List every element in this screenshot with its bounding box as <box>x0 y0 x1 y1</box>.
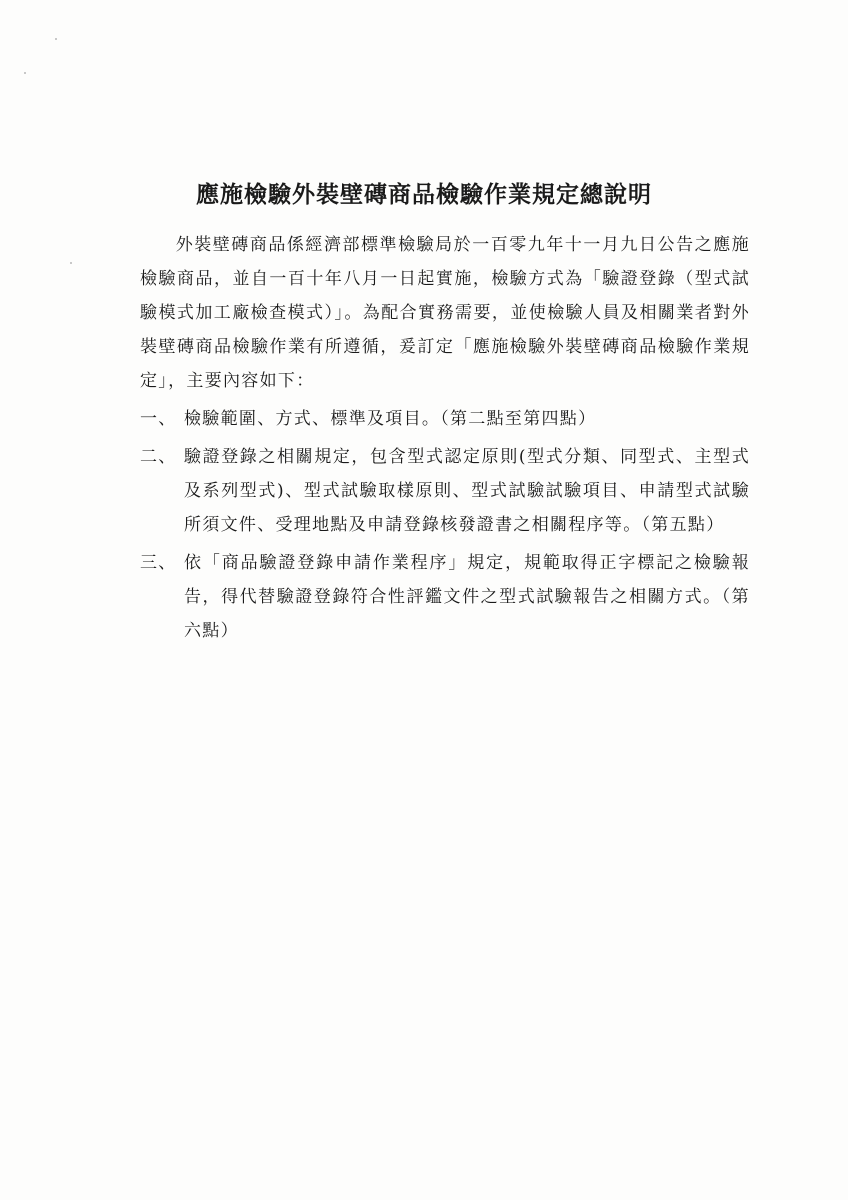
list-item-text: 依「商品驗證登錄申請作業程序」規定，規範取得正字標記之檢驗報告，得代替驗證登錄符合性評鑑文件之型式試驗報告之相關方式。（第六點） <box>184 553 750 641</box>
document-body <box>140 228 750 648</box>
list-item-number: 二、 <box>140 447 177 467</box>
intro-paragraph: 外裝壁磚商品係經濟部標準檢驗局於一百零九年十一月九日公告之應施檢驗商品，並自一百十年八月一日起實施，檢驗方式為「驗證登錄（型式試驗模式加工廠檢查模式）」。為配合實務需要，並使檢驗人員及相關業者對外裝壁磚商品檢驗作業有所遵循，爰訂定「應施檢驗外裝壁磚商品檢驗作業規定」，主要內容如下： <box>140 235 750 391</box>
list-item <box>140 440 750 542</box>
list-item <box>140 402 750 436</box>
document-title: 應施檢驗外裝壁磚商品檢驗作業規定總說明 <box>196 182 652 208</box>
list-item-number: 三、 <box>140 553 177 573</box>
list-item-text: 驗證登錄之相關規定，包含型式認定原則(型式分類、同型式、主型式及系列型式)、型式試驗取樣原則、型式試驗試驗項目、申請型式試驗所須文件、受理地點及申請登錄核發證書之相關程序等。（第五點） <box>184 447 750 535</box>
scan-speck <box>24 72 26 74</box>
list-item-text: 檢驗範圍、方式、標準及項目。（第二點至第四點） <box>184 409 597 429</box>
scan-speck <box>55 38 57 40</box>
list-item-number: 一、 <box>140 409 177 429</box>
scan-speck <box>70 262 72 264</box>
list-item <box>140 546 750 648</box>
